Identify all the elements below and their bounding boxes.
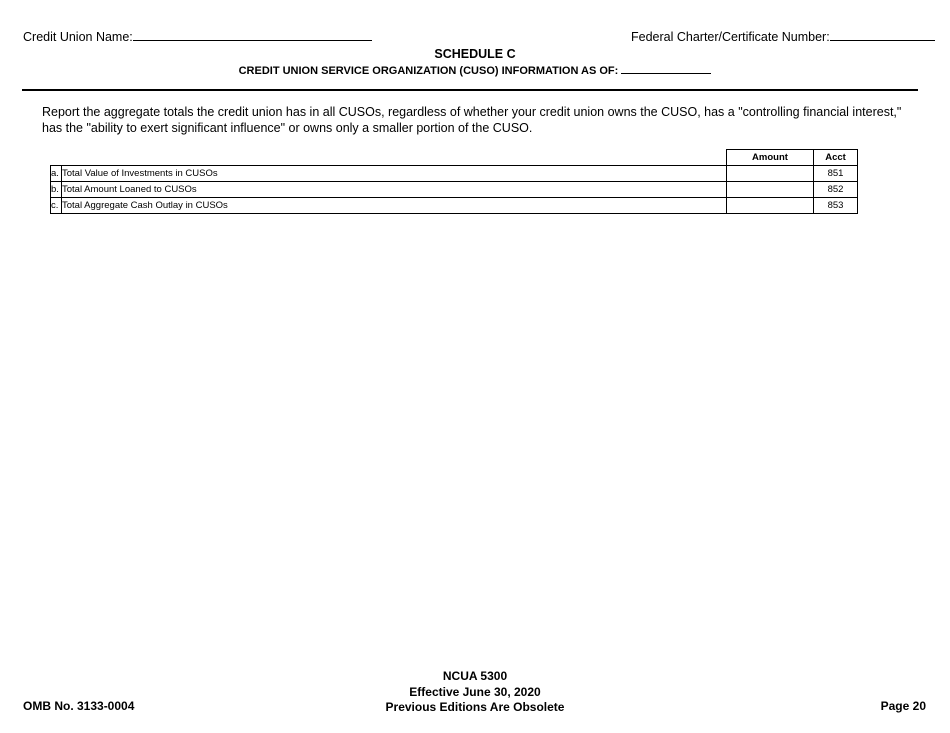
cuso-table — [50, 149, 858, 214]
amount-input[interactable] — [727, 166, 814, 182]
table-row — [51, 182, 858, 198]
page-number: Page 20 — [880, 699, 926, 713]
effective-date: Effective June 30, 2020 — [409, 684, 541, 699]
obsolete-notice: Previous Editions Are Obsolete — [385, 700, 565, 714]
amount-input[interactable] — [727, 182, 814, 198]
omb-number: OMB No. 3133-0004 — [23, 699, 135, 713]
acct-code: 851 — [814, 166, 858, 182]
table-row — [51, 198, 858, 214]
row-description: Total Value of Investments in CUSOs — [62, 166, 727, 182]
acct-code: 853 — [814, 198, 858, 214]
row-letter: a. — [51, 166, 62, 182]
amount-input[interactable] — [727, 198, 814, 214]
schedule-subtitle: CREDIT UNION SERVICE ORGANIZATION (CUSO) INFORMATION AS OF: — [238, 65, 619, 77]
row-letter: b. — [51, 182, 62, 198]
schedule-subtitle-row — [0, 62, 950, 78]
as-of-date-input[interactable] — [621, 62, 711, 74]
table-header-row — [51, 150, 858, 166]
schedule-title: SCHEDULE C — [434, 47, 516, 61]
header-divider — [22, 89, 918, 91]
credit-union-name-field — [23, 27, 372, 45]
amount-column-header: Amount — [727, 150, 814, 166]
row-description: Total Amount Loaned to CUSOs — [62, 182, 727, 198]
row-description: Total Aggregate Cash Outlay in CUSOs — [62, 198, 727, 214]
charter-number-label: Federal Charter/Certificate Number: — [631, 30, 830, 44]
credit-union-name-input[interactable] — [133, 27, 372, 41]
acct-column-header: Acct — [814, 150, 858, 166]
acct-code: 852 — [814, 182, 858, 198]
charter-number-input[interactable] — [830, 27, 935, 41]
row-letter: c. — [51, 198, 62, 214]
footer-center — [0, 669, 950, 716]
instructions-text: Report the aggregate totals the credit union has in all CUSOs, regardless of whether your credit union owns the CUSO, has a "controlling financial interest," has the "ability to exert significant influence" or owns only a smaller portion of the CUSO. — [42, 105, 902, 135]
table-row — [51, 166, 858, 182]
credit-union-name-label: Credit Union Name: — [23, 30, 133, 44]
charter-number-field — [631, 27, 935, 45]
form-number: NCUA 5300 — [442, 669, 508, 683]
